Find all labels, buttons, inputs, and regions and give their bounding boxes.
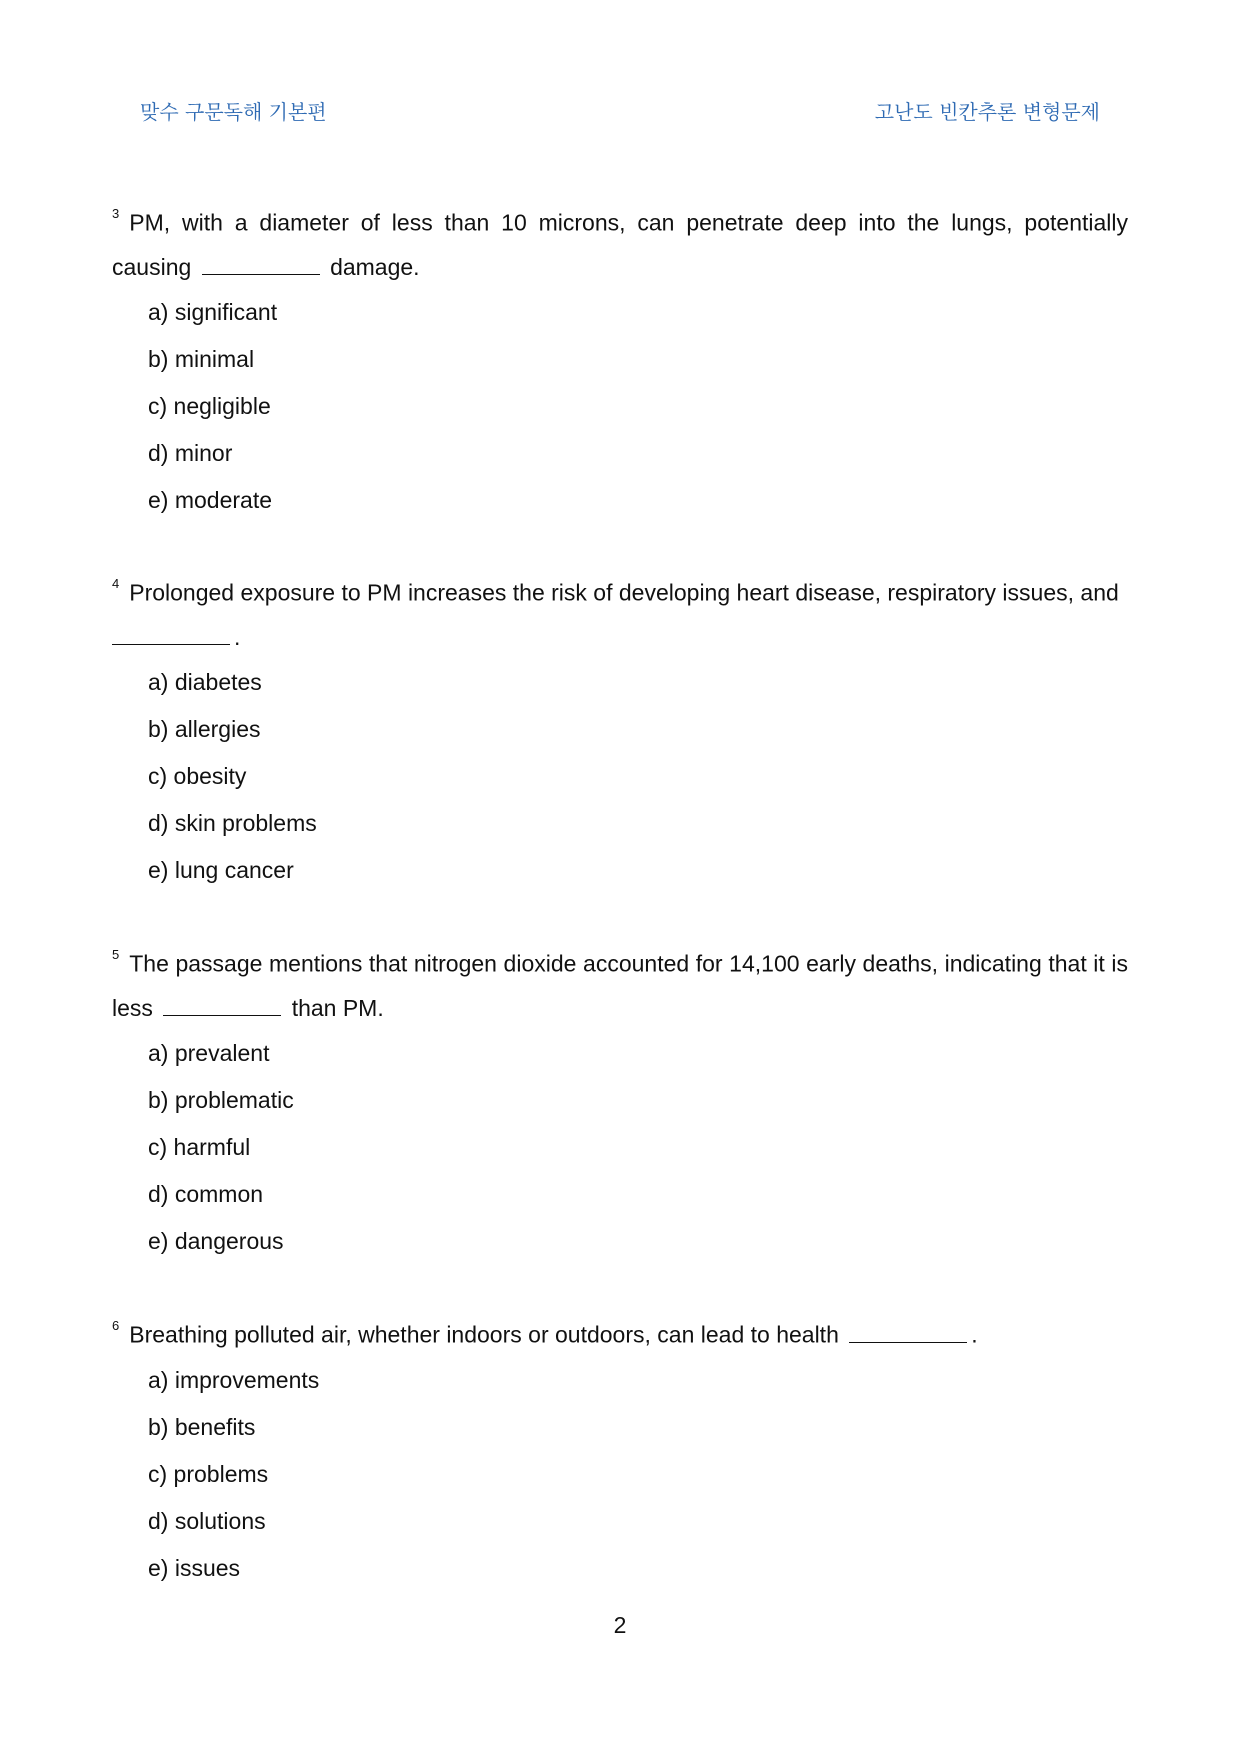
option-c[interactable]: c) negligible <box>148 392 271 419</box>
option-c[interactable]: c) problems <box>148 1460 269 1487</box>
option-a[interactable]: a) significant <box>148 298 278 325</box>
question-4 <box>112 566 1128 894</box>
stem-text-after: than PM. <box>291 994 384 1021</box>
answer-blank <box>163 1013 281 1016</box>
option-a[interactable]: a) prevalent <box>148 1039 270 1066</box>
section-title: 고난도 빈칸추론 변형문제 <box>874 100 1100 124</box>
option-c[interactable]: c) obesity <box>148 762 247 789</box>
stem-text-before: The passage mentions that nitrogen dioxide accounted for 14,100 early deaths, indicating that it is less <box>112 950 1128 1021</box>
answer-blank <box>112 642 230 645</box>
option-b[interactable]: b) benefits <box>148 1413 256 1440</box>
question-6 <box>112 1308 1128 1592</box>
question-3 <box>112 196 1128 524</box>
answer-blank <box>202 272 320 275</box>
question-stem <box>112 566 1128 659</box>
stem-text-after: . <box>234 623 241 650</box>
answer-blank <box>849 1340 967 1343</box>
option-d[interactable]: d) solutions <box>148 1507 266 1534</box>
option-e[interactable]: e) lung cancer <box>148 856 294 883</box>
option-d[interactable]: d) common <box>148 1180 264 1207</box>
option-d[interactable]: d) skin problems <box>148 809 317 836</box>
page-header <box>140 96 1100 126</box>
option-e[interactable]: e) moderate <box>148 486 273 513</box>
option-d[interactable]: d) minor <box>148 439 233 466</box>
page-number: 2 <box>613 1612 627 1638</box>
option-c[interactable]: c) harmful <box>148 1133 251 1160</box>
stem-text-after: damage. <box>330 253 420 280</box>
question-stem <box>112 937 1128 1030</box>
stem-text-before: Prolonged exposure to PM increases the risk of developing heart disease, respiratory issues, and <box>129 579 1119 606</box>
question-stem <box>112 1308 1128 1357</box>
stem-text-before: PM, with a diameter of less than 10 microns, can penetrate deep into the lungs, potentially causing <box>112 209 1128 280</box>
options-list <box>112 1030 1128 1265</box>
option-b[interactable]: b) problematic <box>148 1086 294 1113</box>
question-5 <box>112 937 1128 1265</box>
stem-text-after: . <box>971 1321 978 1348</box>
options-list <box>112 659 1128 894</box>
option-b[interactable]: b) minimal <box>148 345 255 372</box>
book-title: 맞수 구문독해 기본편 <box>140 100 327 124</box>
question-stem <box>112 196 1128 289</box>
stem-text-before: Breathing polluted air, whether indoors or outdoors, can lead to health <box>129 1321 839 1348</box>
question-number: 6 <box>112 1318 120 1333</box>
question-number: 5 <box>112 947 120 962</box>
options-list <box>112 1357 1128 1592</box>
option-a[interactable]: a) diabetes <box>148 668 262 695</box>
option-e[interactable]: e) issues <box>148 1554 241 1581</box>
option-e[interactable]: e) dangerous <box>148 1227 284 1254</box>
options-list <box>112 289 1128 524</box>
option-b[interactable]: b) allergies <box>148 715 261 742</box>
option-a[interactable]: a) improvements <box>148 1366 320 1393</box>
question-number: 3 <box>112 206 120 221</box>
question-number: 4 <box>112 576 120 591</box>
